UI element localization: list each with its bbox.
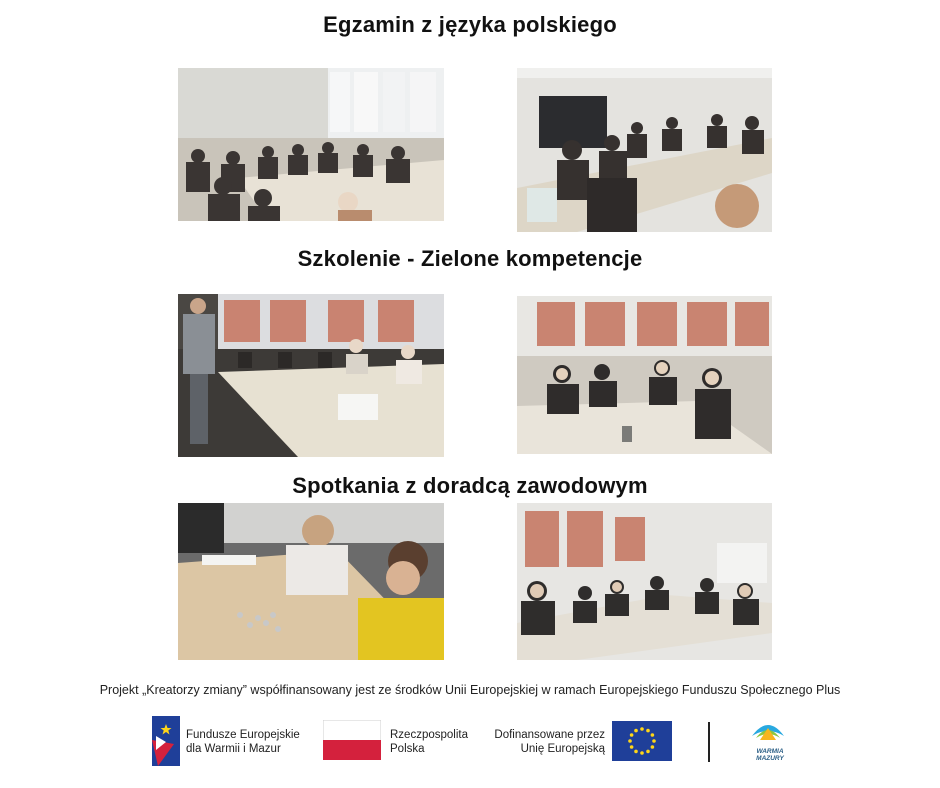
fe-emblem-icon (152, 716, 180, 766)
fe-logo (150, 712, 310, 770)
fe-line1: Fundusze Europejskie (186, 729, 300, 741)
photo-training-1 (178, 294, 444, 457)
section-title-counselor: Spotkania z doradcą zawodowym (292, 473, 648, 498)
photo-exam-2 (517, 68, 772, 232)
section-title-training: Szkolenie - Zielone kompetencje (297, 246, 643, 271)
rp-logo (323, 712, 473, 770)
rp-line1: Rzeczpospolita (390, 729, 468, 741)
photo-counselor-1 (178, 503, 444, 660)
logo-divider (708, 722, 710, 762)
warmia-mazury-emblem-icon (748, 718, 788, 746)
funding-logos-bar (150, 712, 800, 770)
warmia-mazury-logo (740, 712, 800, 770)
polish-flag-icon (323, 720, 381, 760)
photo-exam-1 (178, 68, 444, 221)
eu-line1: Dofinansowane przez (494, 729, 605, 741)
section-title-exam: Egzamin z języka polskiego (323, 12, 617, 37)
eu-flag-icon (612, 721, 672, 761)
eu-logo (492, 712, 682, 770)
photo-training-2 (517, 296, 772, 454)
photo-counselor-2 (517, 503, 772, 660)
warmia-mazury-text: WARMIA MAZURY (756, 748, 784, 762)
project-funding-note: Projekt „Kreatorzy zmiany” współfinansowany jest ze środków Unii Europejskiej w ramach Europejskiego Funduszu Społecznego Plus (99, 683, 841, 697)
fe-line2: dla Warmii i Mazur (186, 743, 281, 755)
eu-line2: Unię Europejską (520, 743, 605, 755)
rp-line2: Polska (390, 743, 425, 755)
